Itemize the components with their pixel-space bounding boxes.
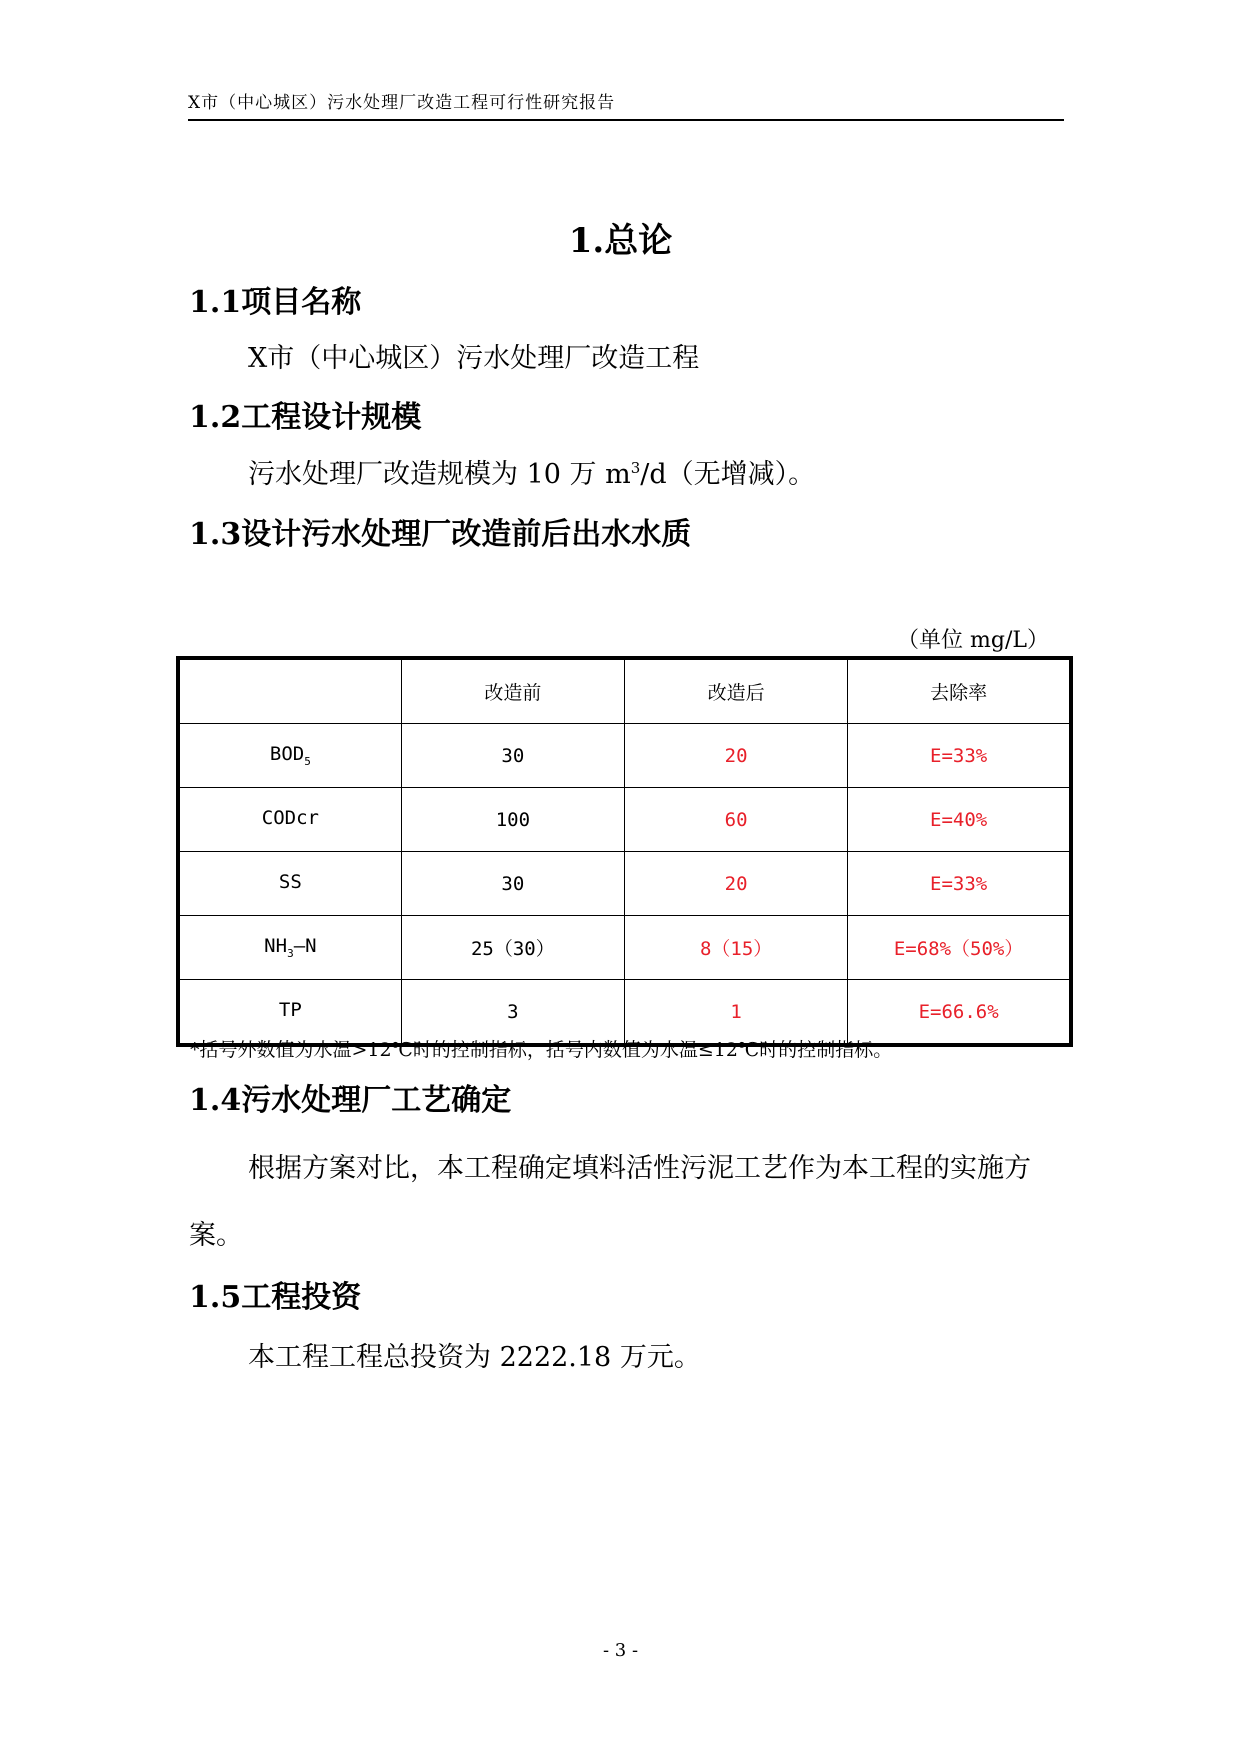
table-header-cell: 改造后 [625,658,848,724]
value-after: 60 [625,788,848,852]
value-after: 20 [625,852,848,916]
investment-text: 本工程工程总投资为 2222.18 万元。 [248,1342,701,1373]
section-heading-investment: 1.5工程投资 [189,1280,362,1315]
value-after: 8（15） [625,916,848,980]
parameter-name [178,916,401,980]
parameter-suffix: —N [293,935,317,958]
effluent-quality-table [176,656,1073,1047]
project-name-text: X市（中心城区）污水处理厂改造工程 [248,343,700,374]
design-scale-text [248,452,815,491]
table-header-cell: 改造前 [401,658,624,724]
value-before: 30 [401,852,624,916]
parameter-subscript: 3 [287,946,294,960]
section-heading-effluent-quality: 1.3设计污水处理厂改造前后出水水质 [189,517,692,552]
value-after: 1 [625,980,848,1046]
parameter-subscript: 5 [304,754,311,768]
design-scale-superscript: 3 [630,459,641,477]
table-row [178,852,1071,916]
value-before: 3 [401,980,624,1046]
section-heading-project-name: 1.1项目名称 [189,285,362,320]
removal-rate: E=66.6% [848,980,1071,1046]
parameter-name-text: SS [278,871,302,894]
section-heading-design-scale: 1.2工程设计规模 [189,400,422,435]
design-scale-text-after: /d（无增减）。 [640,459,816,490]
running-header: X市（中心城区）污水处理厂改造工程可行性研究报告 [188,88,1064,121]
table-footnote: *括号外数值为水温>12℃时的控制指标，括号内数值为水温≤12℃时的控制指标。 [190,1039,893,1061]
removal-rate: E=33% [848,852,1071,916]
table-row [178,916,1071,980]
table-header-cell [178,658,401,724]
chapter-title: 1.总论 [568,221,673,261]
design-scale-text-before: 污水处理厂改造规模为 10 万 m [248,459,631,490]
table-unit-label: （单位 mg/L） [897,628,1049,653]
parameter-name [178,724,401,788]
parameter-name-text: TP [278,999,302,1022]
process-text: 根据方案对比，本工程确定填料活性污泥工艺作为本工程的实施方案。 [189,1153,1031,1251]
parameter-name-text: NH [264,935,288,958]
table-header-cell: 去除率 [848,658,1071,724]
table-row [178,788,1071,852]
removal-rate: E=68%（50%） [848,916,1071,980]
parameter-name [178,852,401,916]
table-header-row [178,658,1071,724]
removal-rate: E=33% [848,724,1071,788]
value-before: 25（30） [401,916,624,980]
value-before: 100 [401,788,624,852]
parameter-name-text: BOD [269,743,305,766]
section-heading-process: 1.4污水处理厂工艺确定 [189,1083,512,1118]
table-row [178,724,1071,788]
page-number: - 3 - [602,1640,639,1661]
parameter-name-text: CODcr [261,807,319,830]
parameter-name [178,788,401,852]
removal-rate: E=40% [848,788,1071,852]
value-after: 20 [625,724,848,788]
value-before: 30 [401,724,624,788]
